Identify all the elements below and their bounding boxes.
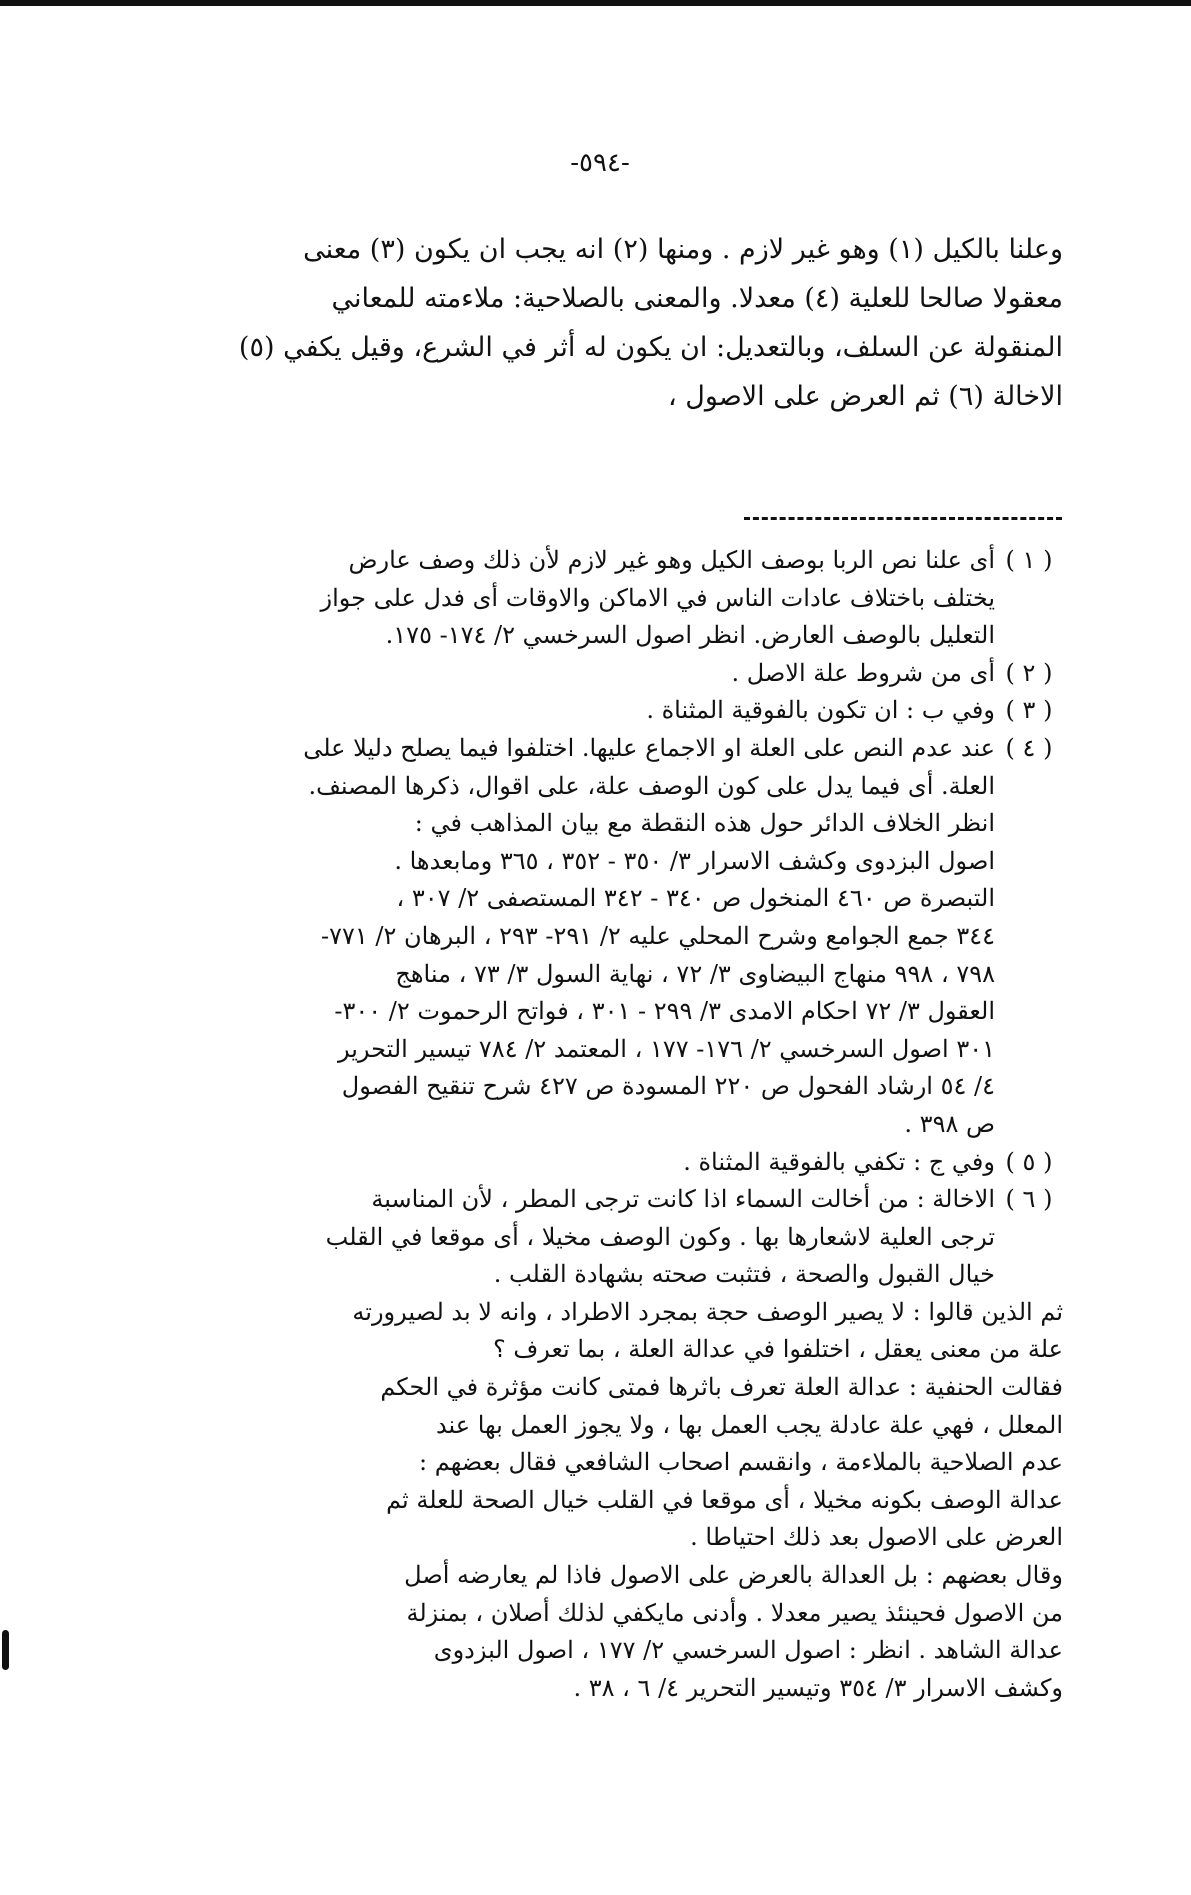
footnote-line: وفي ج : تكفي بالفوقية المثناة . — [683, 1147, 995, 1176]
footnote-continuation — [123, 1294, 1063, 1708]
main-text — [203, 225, 1063, 421]
footnote-line: الاخالة : من أخالت السماء اذا كانت ترجى المطر ، لأن المناسبة — [371, 1185, 995, 1214]
footnote-line: عدم الصلاحية بالملاءمة ، وانقسم اصحاب الشافعي فقال بعضهم : — [419, 1448, 1063, 1477]
footnote-line: انظر الخلاف الدائر حول هذه النقطة مع بيان المذاهب في : — [414, 809, 995, 838]
footnote-line: ثم الذين قالوا : لا يصير الوصف حجة بمجرد الاطراد ، وانه لا بد لصيرورته — [352, 1297, 1063, 1326]
footnote-text — [123, 542, 995, 655]
footnote-line: وكشف الاسرار ٣/ ٣٥٤ وتيسير التحرير ٤/ ٦ ، ٣٨ . — [573, 1673, 1063, 1702]
footnote-line: عند عدم النص على العلة او الاجماع عليها. اختلفوا فيما يصلح دليلا على — [303, 733, 995, 762]
main-text-line: معقولا صالحا للعلية (٤) معدلا. والمعنى بالصلاحية: ملاءمته للمعاني — [331, 283, 1063, 314]
footnote-continuation-text — [123, 1294, 1063, 1708]
scan-edge-mark — [2, 1630, 9, 1670]
footnote-line: أى علنا نص الربا بوصف الكيل وهو غير لازم لأن ذلك وصف عارض — [348, 546, 995, 574]
footnote-line: العقول ٣/ ٧٢ احكام الامدى ٣/ ٢٩٩ - ٣٠١ ، فواتح الرحموت ٢/ ٣٠٠- — [334, 997, 995, 1026]
page-number: -٥٩٤- — [570, 148, 630, 178]
footnote-text — [123, 1181, 995, 1294]
footnote-line: خيال القبول والصحة ، فتثبت صحته بشهادة القلب . — [493, 1260, 995, 1289]
footnote-text — [123, 692, 995, 730]
footnote-line: اصول البزدوى وكشف الاسرار ٣/ ٣٥٠ - ٣٥٢ ، ٣٦٥ ومابعدها . — [394, 846, 995, 875]
footnote-line: وقال بعضهم : بل العدالة بالعرض على الاصول فاذا لم يعارضه أصل — [404, 1561, 1063, 1590]
footnote-line: العلة. أى فيما يدل على كون الوصف علة، على اقوال، ذكرها المصنف. — [308, 771, 995, 800]
footnote-separator — [744, 517, 1062, 520]
footnote-line: عدالة الشاهد . انظر : اصول السرخسي ٢/ ١٧٧ ، اصول البزدوى — [433, 1636, 1063, 1665]
footnote-line: وفي ب : ان تكون بالفوقية المثناة . — [646, 696, 995, 725]
footnote-line: ٧٩٨ ، ٩٩٨ منهاج البيضاوى ٣/ ٧٢ ، نهاية السول ٣/ ٧٣ ، مناهج — [395, 959, 995, 988]
footnote — [123, 692, 1063, 730]
main-text-line: المنقولة عن السلف، وبالتعديل: ان يكون له أثر في الشرع، وقيل يكفي (٥) — [238, 332, 1063, 363]
footnote-line: علة من معنى يعقل ، اختلفوا في عدالة العلة ، بما تعرف ؟ — [492, 1335, 1063, 1364]
footnote — [123, 655, 1063, 693]
footnote-number: ( ٣ ) — [1005, 696, 1053, 725]
footnote-number: ( ٤ ) — [1005, 733, 1053, 762]
footnote-text — [123, 655, 995, 693]
footnote-line: فقالت الحنفية : عدالة العلة تعرف باثرها فمتى كانت مؤثرة في الحكم — [380, 1373, 1063, 1402]
footnote-text — [123, 1144, 995, 1182]
footnote — [123, 1144, 1063, 1182]
footnote — [123, 1181, 1063, 1294]
footnote-number: ( ٥ ) — [1005, 1147, 1053, 1176]
footnote — [123, 542, 1063, 655]
footnote-line: يختلف باختلاف عادات الناس في الاماكن والاوقات أى فدل على جواز — [320, 583, 995, 612]
footnote-line: التعليل بالوصف العارض. انظر اصول السرخسي ٢/ ١٧٤- ١٧٥. — [385, 621, 995, 650]
footnote-line: ترجى العلية لاشعارها بها . وكون الوصف مخيلا ، أى موقعا في القلب — [325, 1222, 995, 1251]
footnote-line: عدالة الوصف بكونه مخيلا ، أى موقعا في القلب خيال الصحة للعلة ثم — [386, 1485, 1063, 1514]
footnote-number: ( ٦ ) — [1005, 1185, 1053, 1214]
page-top-border — [0, 0, 1191, 6]
footnote-line: ص ٣٩٨ . — [904, 1109, 995, 1138]
footnote — [123, 730, 1063, 1144]
footnote-line: ٣٠١ اصول السرخسي ٢/ ١٧٦- ١٧٧ ، المعتمد ٢/ ٧٨٤ تيسير التحرير — [337, 1034, 995, 1063]
footnote-number: ( ١ ) — [1005, 546, 1053, 574]
footnote-line: التبصرة ص ٤٦٠ المنخول ص ٣٤٠ - ٣٤٢ المستصفى ٢/ ٣٠٧ ، — [396, 884, 995, 913]
footnote-number: ( ٢ ) — [1005, 658, 1053, 687]
main-text-line: وعلنا بالكيل (١) وهو غير لازم . ومنها (٢) انه يجب ان يكون (٣) معنى — [303, 234, 1063, 265]
footnotes — [123, 542, 1063, 1707]
footnote-line: من الاصول فحينئذ يصير معدلا . وأدنى مايكفي لذلك أصلان ، بمنزلة — [406, 1598, 1063, 1627]
footnote-line: ٤/ ٥٤ ارشاد الفحول ص ٢٢٠ المسودة ص ٤٢٧ شرح تنقيح الفصول — [341, 1072, 995, 1101]
footnote-line: المعلل ، فهي علة عادلة يجب العمل بها ، ولا يجوز العمل بها عند — [435, 1410, 1063, 1439]
footnote-line: أى من شروط علة الاصل . — [731, 658, 995, 687]
main-text-line: الاخالة (٦) ثم العرض على الاصول ، — [667, 381, 1063, 412]
footnote-line: العرض على الاصول بعد ذلك احتياطا . — [690, 1523, 1063, 1552]
footnote-text — [123, 730, 995, 1144]
footnote-line: ٣٤٤ جمع الجوامع وشرح المحلي عليه ٢/ ٢٩١- ٢٩٣ ، البرهان ٢/ ٧٧١- — [321, 921, 995, 950]
